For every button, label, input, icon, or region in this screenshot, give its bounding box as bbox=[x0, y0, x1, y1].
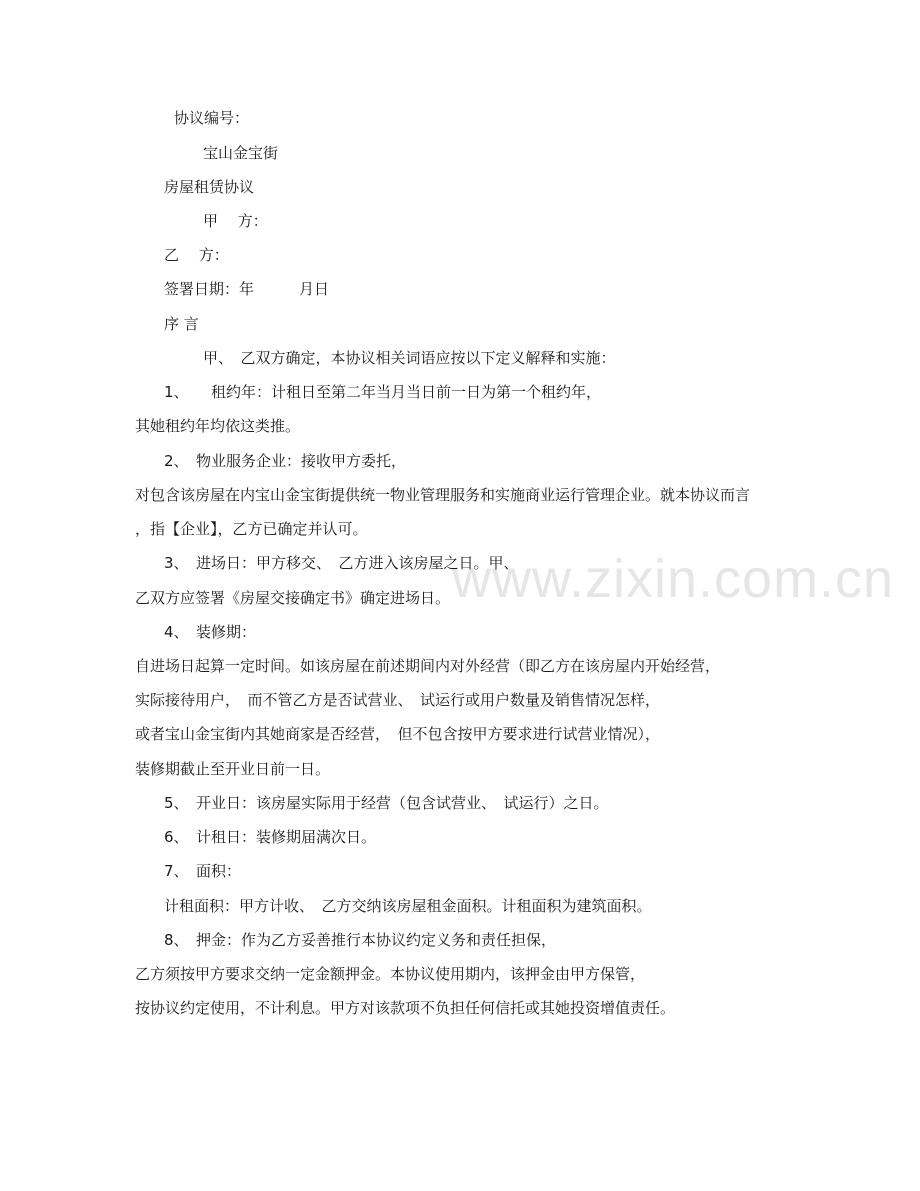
street-name: 宝山金宝街 bbox=[203, 144, 279, 162]
definition-4-cont-3: 或者宝山金宝街内其她商家是否经营， 但不包含按甲方要求进行试营业情况）， bbox=[135, 725, 661, 743]
document-title: 房屋租赁协议 bbox=[164, 178, 255, 196]
definition-4-head: 4、 装修期： bbox=[164, 623, 257, 641]
watermark: www.zixin.com.cn bbox=[452, 549, 895, 609]
definition-5: 5、 开业日：该房屋实际用于经营（包含试营业、 试运行）之日。 bbox=[164, 794, 609, 812]
definition-4-cont-1: 自进场日起算一定时间。如该房屋在前述期间内对外经营（即乙方在该房屋内开始经营， bbox=[135, 657, 721, 675]
definition-1-cont: 其她租约年均依这类推。 bbox=[135, 417, 301, 435]
definition-2-cont-1: 对包含该房屋在内宝山金宝街提供统一物业管理服务和实施商业运行管理企业。就本协议而言 bbox=[135, 486, 751, 504]
preface-heading: 序 言 bbox=[164, 315, 199, 333]
definition-8-head: 8、 押金：作为乙方妥善推行本协议约定义务和责任担保， bbox=[164, 931, 557, 949]
definition-2-cont-2: ，指【企业】，乙方已确定并认可。 bbox=[135, 520, 368, 538]
definition-6: 6、 计租日：装修期届满次日。 bbox=[164, 828, 377, 846]
definition-4-cont-4: 装修期截止至开业日前一日。 bbox=[135, 760, 331, 778]
definition-8-cont-1: 乙方须按甲方要求交纳一定金额押金。本协议使用期内，该押金由甲方保管， bbox=[135, 965, 646, 983]
definition-4-cont-2: 实际接待用户， 而不管乙方是否试营业、 试运行或用户数量及销售情况怎样， bbox=[135, 691, 661, 709]
party-b-label: 乙 方： bbox=[164, 246, 229, 264]
party-a-label: 甲 方： bbox=[203, 212, 268, 230]
definition-8-cont-2: 按协议约定使用，不计利息。甲方对该款项不负担任何信托或其她投资增值责任。 bbox=[135, 999, 676, 1017]
intro-paragraph: 甲、 乙双方确定，本协议相关词语应按以下定义解释和实施： bbox=[203, 349, 616, 367]
definition-7-cont: 计租面积：甲方计收、 乙方交纳该房屋租金面积。计租面积为建筑面积。 bbox=[164, 897, 652, 915]
definition-7-head: 7、 面积： bbox=[164, 862, 242, 880]
definition-2-head: 2、 物业服务企业：接收甲方委托， bbox=[164, 452, 407, 470]
agreement-number-label: 协议编号： bbox=[174, 109, 250, 127]
definition-3-cont: 乙双方应签署《房屋交接确定书》确定进场日。 bbox=[135, 589, 451, 607]
definition-1-head: 1、 租约年：计租日至第二年当月当日前一日为第一个租约年， bbox=[164, 383, 602, 401]
sign-date-label: 签署日期：年 月日 bbox=[164, 280, 330, 298]
definition-3-head: 3、 进场日：甲方移交、 乙方进入该房屋之日。甲、 bbox=[164, 554, 519, 572]
